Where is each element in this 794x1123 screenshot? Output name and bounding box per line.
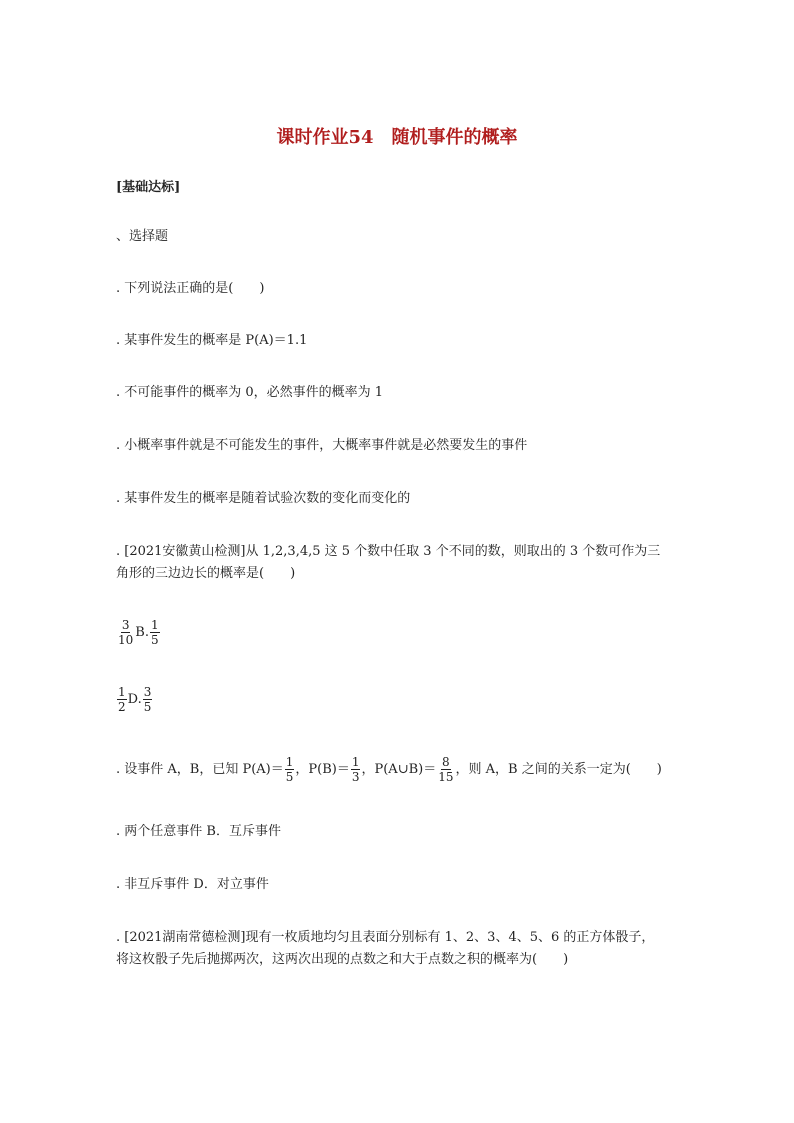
q4-stem-line1: . [2021湖南常德检测]现有一枚质地均匀且表面分别标有 1、2、3、4、5、6 的正方体骰子， [116,930,655,945]
q2-options-cd [116,685,153,714]
q2-stem-line1: . [2021安徽黄山检测]从 1,2,3,4,5 这 5 个数中任取 3 个不同的数，则取出的 3 个数可作为三 [116,544,661,559]
q3-pa-fraction: $\frac{1}{5}$ [285,755,294,784]
q3-pb-fraction: $\frac{1}{3}$ [351,755,360,784]
part-heading: 、选择题 [116,229,169,244]
section-heading: [基础达标] [116,180,181,195]
q2-options-ab [116,618,161,647]
q1-stem: . 下列说法正确的是( ) [116,281,265,296]
q2-stem-line2: 角形的三边边长的概率是( ) [116,566,296,581]
q2-option-d-label: D. [127,692,142,707]
q2-option-b-fraction: $\frac{1}{5}$ [150,618,159,647]
q3-options-ab: . 两个任意事件 B．互斥事件 [116,824,281,839]
q2-option-d-fraction: $\frac{3}{5}$ [143,685,152,714]
q1-option-a: . 某事件发生的概率是 P(A)＝1.1 [116,333,308,348]
q3-options-cd: . 非互斥事件 D．对立事件 [116,877,269,892]
q3-stem: . 设事件 A，B，已知 P(A)＝ $\frac{1}{5}$ ，P(B)＝ $\frac{1}{3}$ ，P(A∪B)＝ $\frac{8}{15}$ ，则 A，B 之间的关系一定为( ) [116,755,662,784]
q2-option-b-label: B. [135,625,149,640]
q1-option-c: . 小概率事件就是不可能发生的事件，大概率事件就是必然要发生的事件 [116,438,528,453]
q1-option-b: . 不可能事件的概率为 0，必然事件的概率为 1 [116,385,384,400]
q3-pu-fraction: $\frac{8}{15}$ [438,755,454,784]
q1-option-d: . 某事件发生的概率是随着试验次数的变化而变化的 [116,491,411,506]
page-title: 课时作业54 随机事件的概率 [276,127,518,148]
q2-option-a-fraction: $\frac{3}{10}$ [118,618,134,647]
q4-stem-line2: 将这枚骰子先后抛掷两次，这两次出现的点数之和大于点数之积的概率为( ) [116,952,569,967]
q2-option-c-fraction: $\frac{1}{2}$ [118,685,126,714]
